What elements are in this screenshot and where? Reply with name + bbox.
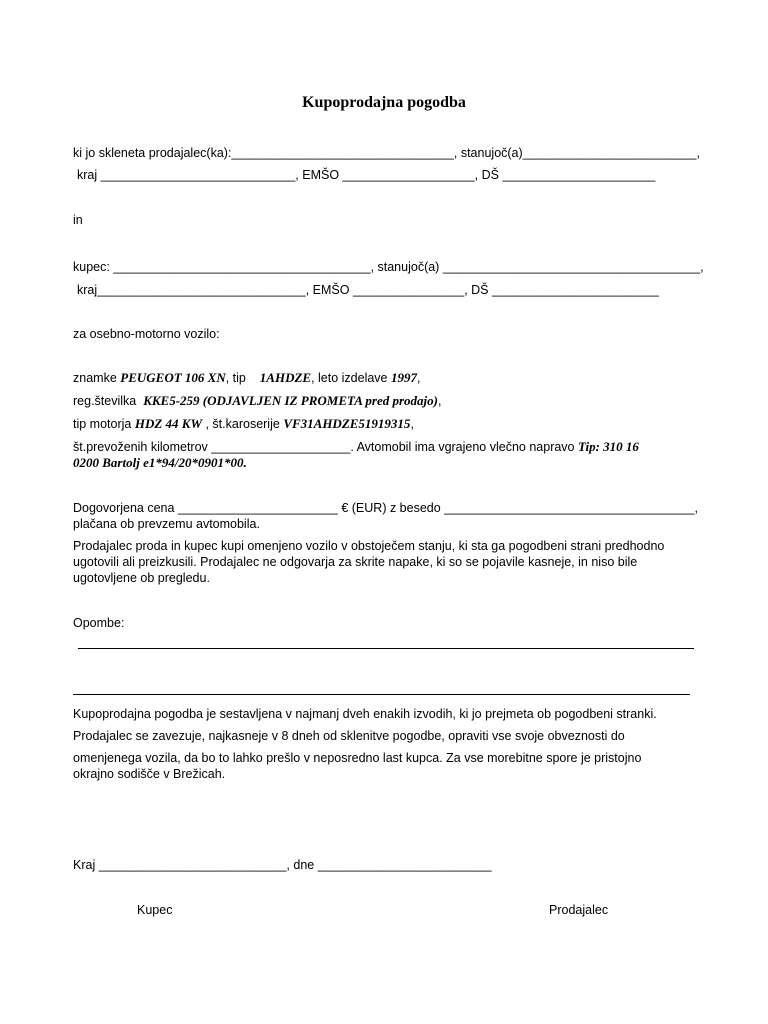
punctuation: ,: [700, 260, 704, 274]
seller-label: ki jo skleneta prodajalec(ka):: [73, 146, 232, 160]
notes-line-1[interactable]: [78, 648, 694, 649]
seller-name-blank[interactable]: ________________________________: [231, 146, 454, 160]
page-title: Kupoprodajna pogodba: [302, 94, 466, 111]
towbar-type-1: Tip: 310 16: [578, 439, 639, 454]
seller-ds-blank[interactable]: ______________________: [502, 168, 656, 182]
price-words-blank[interactable]: ____________________________________: [444, 501, 695, 515]
type-value: 1AHDZE: [259, 370, 312, 385]
buyer-ds-label: , DŠ: [464, 283, 489, 297]
type-label: , tip: [225, 371, 246, 385]
place-blank[interactable]: ___________________________: [98, 858, 287, 872]
price-label: Dogovorjena cena: [73, 501, 175, 515]
reg-label: reg.številka: [73, 394, 137, 408]
km-label: št.prevoženih kilometrov: [73, 440, 208, 454]
seller-emso-label: , EMŠO: [295, 168, 340, 182]
buyer-line: [73, 259, 704, 275]
closing-line-1: Kupoprodajna pogodba je sestavljena v najmanj dveh enakih izvodih, ki jo prejmeta ob pogodbeni stranki.: [73, 707, 657, 721]
seller-id-line: [77, 167, 655, 183]
seller-emso-blank[interactable]: ___________________: [342, 168, 475, 182]
buyer-label: kupec:: [73, 260, 110, 274]
buyer-id-line: [77, 282, 659, 298]
punctuation: ,: [696, 146, 700, 160]
buyer-ds-blank[interactable]: ________________________: [492, 283, 659, 297]
buyer-kraj-label: kraj: [77, 283, 98, 297]
seller-ds-label: , DŠ: [474, 168, 499, 182]
seller-address-blank[interactable]: _________________________: [522, 146, 697, 160]
buyer-signature-label: Kupec: [137, 903, 173, 917]
buyer-kraj-blank[interactable]: ______________________________: [97, 283, 306, 297]
vehicle-km-line: [73, 439, 639, 455]
closing-line-2: Prodajalec se zavezuje, najkasneje v 8 dneh od sklenitve pogodbe, opraviti vse svoje obveznosti do: [73, 729, 625, 743]
punctuation: ,: [694, 501, 698, 515]
condition-line-3: ugotovljene ob pregledu.: [73, 571, 210, 585]
brand-value: PEUGEOT 106 XN: [120, 370, 226, 385]
towbar-type-2: 0200 Bartolj e1*94/20*0901*00.: [73, 455, 247, 470]
closing-line-4: okrajno sodišče v Brežicah.: [73, 767, 226, 781]
seller-signature-label: Prodajalec: [549, 903, 609, 917]
date-label: , dne: [286, 858, 315, 872]
buyer-emso-blank[interactable]: ________________: [352, 283, 465, 297]
condition-line-1: Prodajalec proda in kupec kupi omenjeno vozilo v obstoječem stanju, ki sta ga pogodbeni strani predhodno: [73, 539, 665, 553]
price-blank[interactable]: _______________________: [177, 501, 338, 515]
in-text: in: [73, 213, 83, 227]
towbar-text: . Avtomobil ima vgrajeno vlečno napravo: [350, 440, 575, 454]
price-line: [73, 500, 698, 516]
vehicle-reg-line: [73, 393, 441, 409]
seller-kraj-blank[interactable]: ____________________________: [100, 168, 296, 182]
condition-line-2: ugotovili ali preizkusili. Prodajalec ne odgovarja za skrite napake, ki so se pojavile kasneje, in niso bile: [73, 555, 638, 569]
punctuation: ,: [438, 394, 442, 408]
closing-line-3: omenjenega vozila, da bo to lahko prešlo v neposredno last kupca. Za vse morebitne spore je pristojno: [73, 751, 642, 765]
buyer-address-blank[interactable]: _____________________________________: [442, 260, 701, 274]
seller-kraj-label: kraj: [77, 168, 98, 182]
brand-label: znamke: [73, 371, 117, 385]
currency-label: € (EUR) z besedo: [341, 501, 441, 515]
punctuation: ,: [410, 417, 414, 431]
year-label: , leto izdelave: [311, 371, 388, 385]
place-date-line: [73, 857, 492, 873]
vehicle-engine-line: [73, 416, 414, 432]
seller-line: [73, 145, 700, 161]
notes-label: Opombe:: [73, 616, 125, 630]
date-blank[interactable]: _________________________: [317, 858, 492, 872]
seller-address-label: , stanujoč(a): [453, 146, 523, 160]
engine-value: HDZ 44 KW: [134, 416, 203, 431]
place-label: Kraj: [73, 858, 96, 872]
vehicle-brand-line: [73, 370, 420, 386]
vehicle-intro: za osebno-motorno vozilo:: [73, 327, 220, 341]
km-blank[interactable]: ____________________: [211, 440, 351, 454]
chassis-label: , št.karoserije: [202, 417, 280, 431]
reg-value: KKE5-259 (ODJAVLJEN IZ PROMETA pred prodajo): [143, 393, 438, 408]
chassis-value: VF31AHDZE51919315: [283, 416, 411, 431]
buyer-name-blank[interactable]: _____________________________________: [113, 260, 371, 274]
buyer-emso-label: , EMŠO: [305, 283, 350, 297]
punctuation: ,: [417, 371, 421, 385]
year-value: 1997: [391, 370, 417, 385]
notes-line-2[interactable]: [73, 694, 690, 695]
engine-label: tip motorja: [73, 417, 132, 431]
buyer-address-label: , stanujoč(a): [370, 260, 440, 274]
payment-text: plačana ob prevzemu avtomobila.: [73, 517, 260, 531]
